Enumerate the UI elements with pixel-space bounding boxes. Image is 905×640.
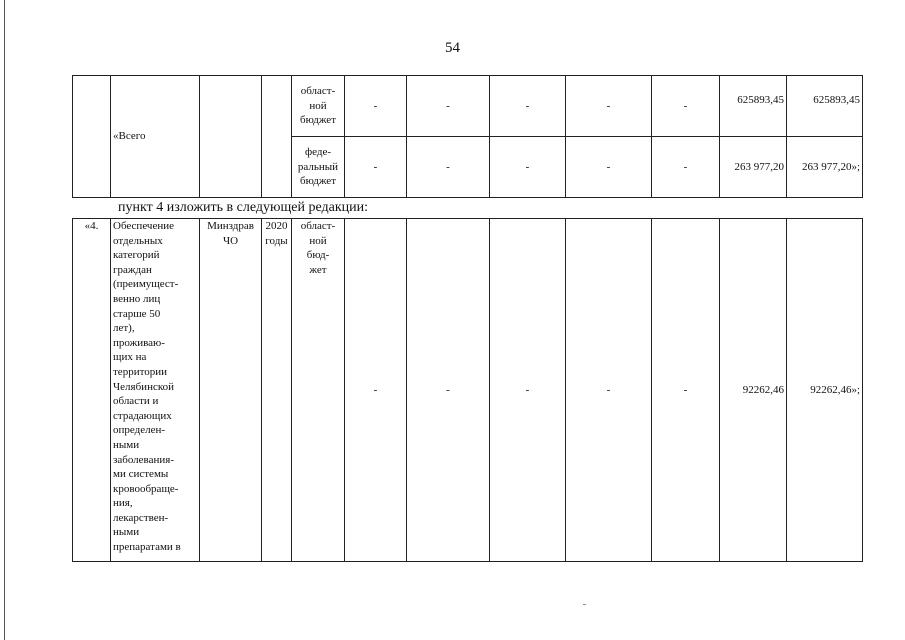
value-cell: 625893,45 [720,76,787,137]
number-cell [73,76,111,198]
value-cell: 625893,45 [787,76,863,137]
dash-cell: - [652,219,720,562]
dash-cell: - [407,219,490,562]
table-row [73,219,863,562]
table-row [73,76,863,137]
dash-cell: - [345,219,407,562]
description-cell: Обеспечение отдельных категорий граждан (преимущест- венно лиц старше 50 лет), проживаю- щих на территории Челябинской области и страдающих определен- ными заболевания- ми системы кровообраще- ния, лекарствен- ными препаратами в [111,219,200,562]
dash-cell: - [652,137,720,198]
years-cell: 2020 годы [262,219,292,562]
value-cell: 263 977,20»; [787,137,863,198]
executor-cell [200,76,262,198]
page-number: 54 [445,40,460,56]
value-cell: 92262,46»; [787,219,863,562]
dash-cell: - [407,137,490,198]
budget-source-cell: феде- ральный бюджет [292,137,345,198]
years-cell [262,76,292,198]
dash-cell: - [407,76,490,137]
executor-cell: Минздрав ЧО [200,219,262,562]
number-cell: «4. [73,219,111,562]
budget-table-bottom [72,218,863,562]
total-label: «Всего [113,130,146,143]
scan-edge [4,0,5,640]
dash-cell: - [345,76,407,137]
dash-cell: - [566,137,652,198]
dash-cell: - [566,219,652,562]
dash-cell: - [566,76,652,137]
value-cell: 263 977,20 [720,137,787,198]
dash-cell: - [345,137,407,198]
value-cell: 92262,46 [720,219,787,562]
dash-cell: - [490,219,566,562]
dash-cell: - [652,76,720,137]
budget-table-top [72,75,863,198]
scan-speck [583,604,586,605]
amendment-note: пункт 4 изложить в следующей редакции: [118,200,368,215]
budget-source-cell: област- ной бюджет [292,76,345,137]
total-label-cell [111,76,200,198]
budget-source-cell: област- ной бюд- жет [292,219,345,562]
dash-cell: - [490,76,566,137]
dash-cell: - [490,137,566,198]
